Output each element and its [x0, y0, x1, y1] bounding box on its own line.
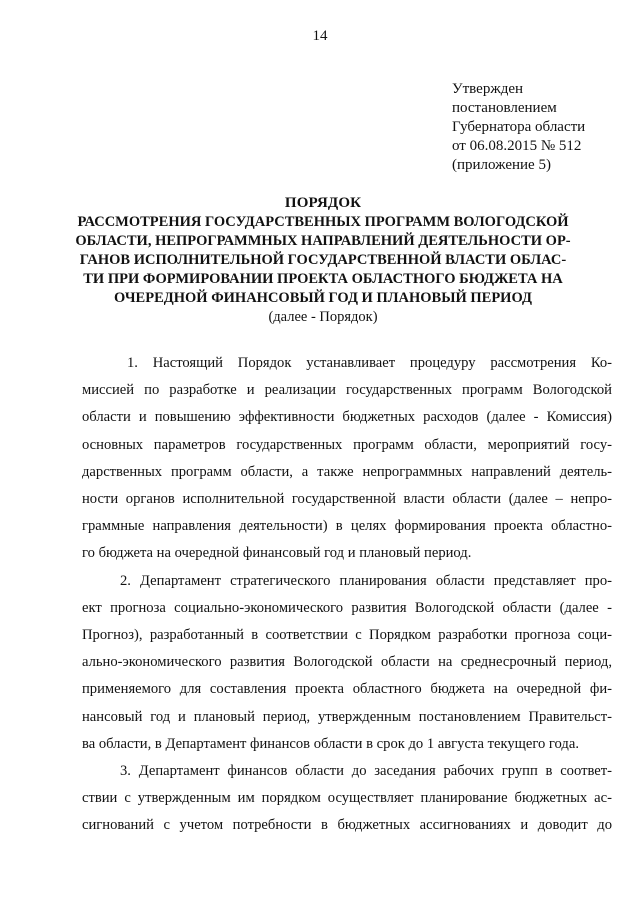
title-short-name: (далее - Порядок): [268, 309, 378, 325]
document-title-block: [40, 194, 606, 327]
paragraph-line: дарственных программ области, а также непрограммных направлений деятель-: [82, 463, 612, 480]
approval-line: Губернатора области: [452, 119, 586, 135]
paragraph-line: ект прогноза социально-экономического развития Вологодской области (далее -: [82, 599, 612, 616]
paragraph-1: [82, 350, 612, 568]
paragraph-line: 1. Настоящий Порядок устанавливает процедуру рассмотрения Ко-: [127, 355, 612, 371]
document-heading: ПОРЯДОК: [284, 195, 362, 211]
title-line: ТИ ПРИ ФОРМИРОВАНИИ ПРОЕКТА ОБЛАСТНОГО БЮДЖЕТА НА: [83, 271, 563, 287]
paragraph-line: граммные направления деятельности) в целях формирования проекта областно-: [82, 518, 612, 535]
approval-line: от 06.08.2015 № 512: [452, 138, 582, 154]
paragraph-line: 2. Департамент стратегического планирования области представляет про-: [120, 572, 612, 589]
paragraph-line: основных параметров государственных программ области, мероприятий госу-: [82, 436, 612, 453]
title-line: РАССМОТРЕНИЯ ГОСУДАРСТВЕННЫХ ПРОГРАММ ВОЛОГОДСКОЙ: [77, 214, 569, 230]
paragraph-line: ально-экономического развития Вологодской области на среднесрочный период,: [82, 654, 612, 671]
paragraph-line: го бюджета на очередной финансовый год и плановый период.: [82, 545, 472, 562]
approval-line: (приложение 5): [452, 157, 551, 173]
approval-block: [452, 80, 632, 175]
paragraph-line: Прогноз), разработанный в соответствии с Порядком разработки прогноза соци-: [82, 627, 612, 644]
paragraph-line: ва области, в Департамент финансов области в срок до 1 августа текущего года.: [82, 735, 579, 752]
title-line: ГАНОВ ИСПОЛНИТЕЛЬНОЙ ГОСУДАРСТВЕННОЙ ВЛАСТИ ОБЛАС-: [79, 252, 567, 268]
paragraph-line: миссией по разработке и реализации государственных программ Вологодской: [82, 382, 612, 399]
title-line: ОБЛАСТИ, НЕПРОГРАММНЫХ НАПРАВЛЕНИЙ ДЕЯТЕЛЬНОСТИ ОР-: [75, 233, 571, 249]
paragraph-line: нансовый год и плановый период, утвержденным постановлением Правительст-: [82, 708, 612, 725]
paragraph-line: 3. Департамент финансов области до заседания рабочих групп в соответ-: [120, 763, 612, 780]
paragraph-2: [82, 568, 612, 758]
paragraph-line: ности органов исполнительной государственной власти области (далее – непро-: [82, 491, 612, 508]
title-line: ОЧЕРЕДНОЙ ФИНАНСОВЫЙ ГОД И ПЛАНОВЫЙ ПЕРИОД: [114, 290, 532, 306]
paragraph-3: [82, 758, 612, 840]
approval-line: постановлением: [452, 100, 557, 116]
paragraph-line: сигнований с учетом потребности в бюджетных ассигнованиях и доводит до: [82, 817, 612, 834]
page-number: 14: [312, 28, 328, 44]
paragraph-line: ствии с утвержденным им порядком осуществляет планирование бюджетных ас-: [82, 790, 612, 807]
paragraph-line: области и повышению эффективности бюджетных расходов (далее - Комиссия): [82, 409, 612, 426]
approval-line: Утвержден: [452, 81, 524, 97]
paragraph-line: применяемого для составления проекта областного бюджета на очередной фи-: [82, 681, 612, 698]
document-body: [82, 350, 612, 840]
